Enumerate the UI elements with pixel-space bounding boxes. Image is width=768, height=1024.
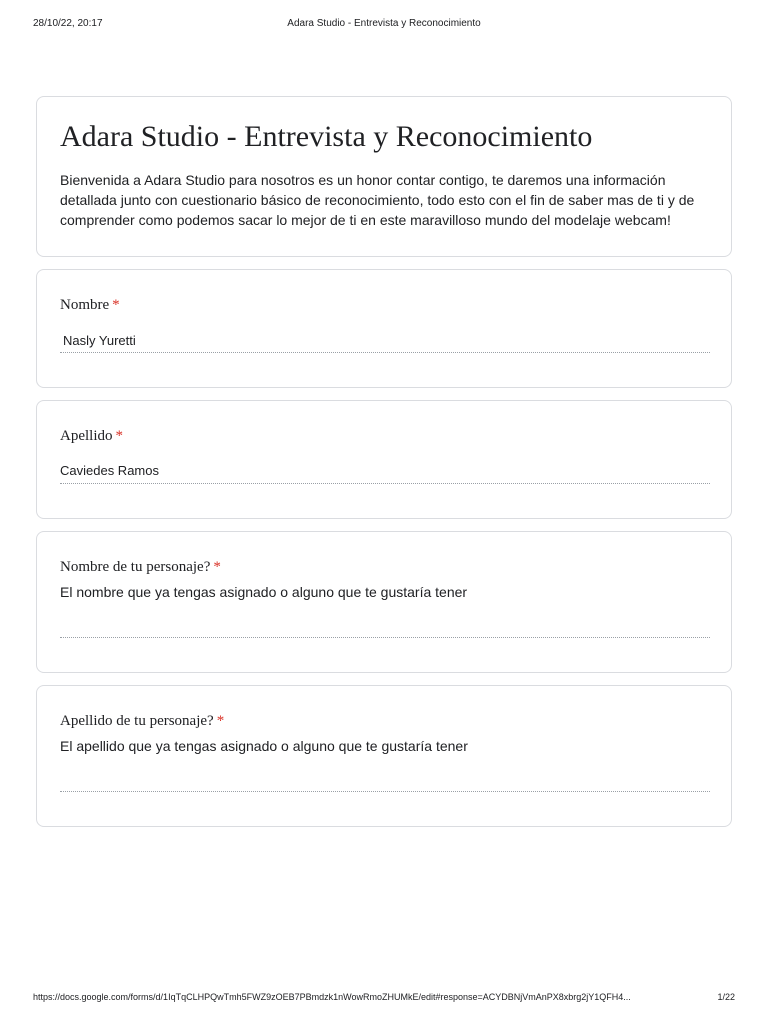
question-title xyxy=(60,295,120,315)
required-star: * xyxy=(115,428,123,444)
form-title: Adara Studio - Entrevista y Reconocimiento xyxy=(60,120,593,153)
answer-underline xyxy=(60,637,710,638)
print-page-title: Adara Studio - Entrevista y Reconocimiento xyxy=(287,18,481,29)
question-title-text: Apellido de tu personaje? xyxy=(60,713,214,729)
answer-underline xyxy=(60,791,710,792)
form-header-card xyxy=(36,96,732,257)
question-title xyxy=(60,426,123,446)
question-card-apellido xyxy=(36,400,732,519)
required-star: * xyxy=(112,297,120,313)
page-indicator: 1/22 xyxy=(717,992,735,1002)
answer-underline xyxy=(60,483,710,484)
question-title-text: Apellido xyxy=(60,428,113,444)
question-card-apellido-personaje xyxy=(36,685,732,827)
question-title xyxy=(60,557,221,577)
required-star: * xyxy=(213,559,221,575)
print-header xyxy=(0,18,768,32)
answer-nombre[interactable]: Nasly Yuretti xyxy=(63,333,136,348)
required-star: * xyxy=(216,713,225,729)
print-datetime: 28/10/22, 20:17 xyxy=(33,18,103,29)
question-help-text: El nombre que ya tengas asignado o alguno que te gustaría tener xyxy=(60,584,468,600)
answer-underline xyxy=(60,352,710,353)
question-card-nombre xyxy=(36,269,732,388)
question-title-text: Nombre de tu personaje? xyxy=(60,559,211,575)
answer-apellido[interactable]: Caviedes Ramos xyxy=(60,463,159,478)
print-url: https://docs.google.com/forms/d/1IqTqCLHPQwTmh5FWZ9zOEB7PBmdzk1nWowRmoZHUMkE/edit#response=ACYDBNjVmAnPX8xbrg2jY1QFH4... xyxy=(33,992,631,1002)
print-footer xyxy=(0,992,768,1006)
form-description: Bienvenida a Adara Studio para nosotros es un honor contar contigo, te daremos una información detallada junto con cuestionario básico de reconocimiento, todo esto con el fin de saber mas de ti y de comprender como podemos sacar lo mejor de ti en este maravilloso mundo del modelaje webcam! xyxy=(60,172,695,228)
question-card-nombre-personaje xyxy=(36,531,732,673)
question-title xyxy=(60,711,224,731)
question-help-text: El apellido que ya tengas asignado o alguno que te gustaría tener xyxy=(60,738,468,754)
question-title-text: Nombre xyxy=(60,297,110,313)
